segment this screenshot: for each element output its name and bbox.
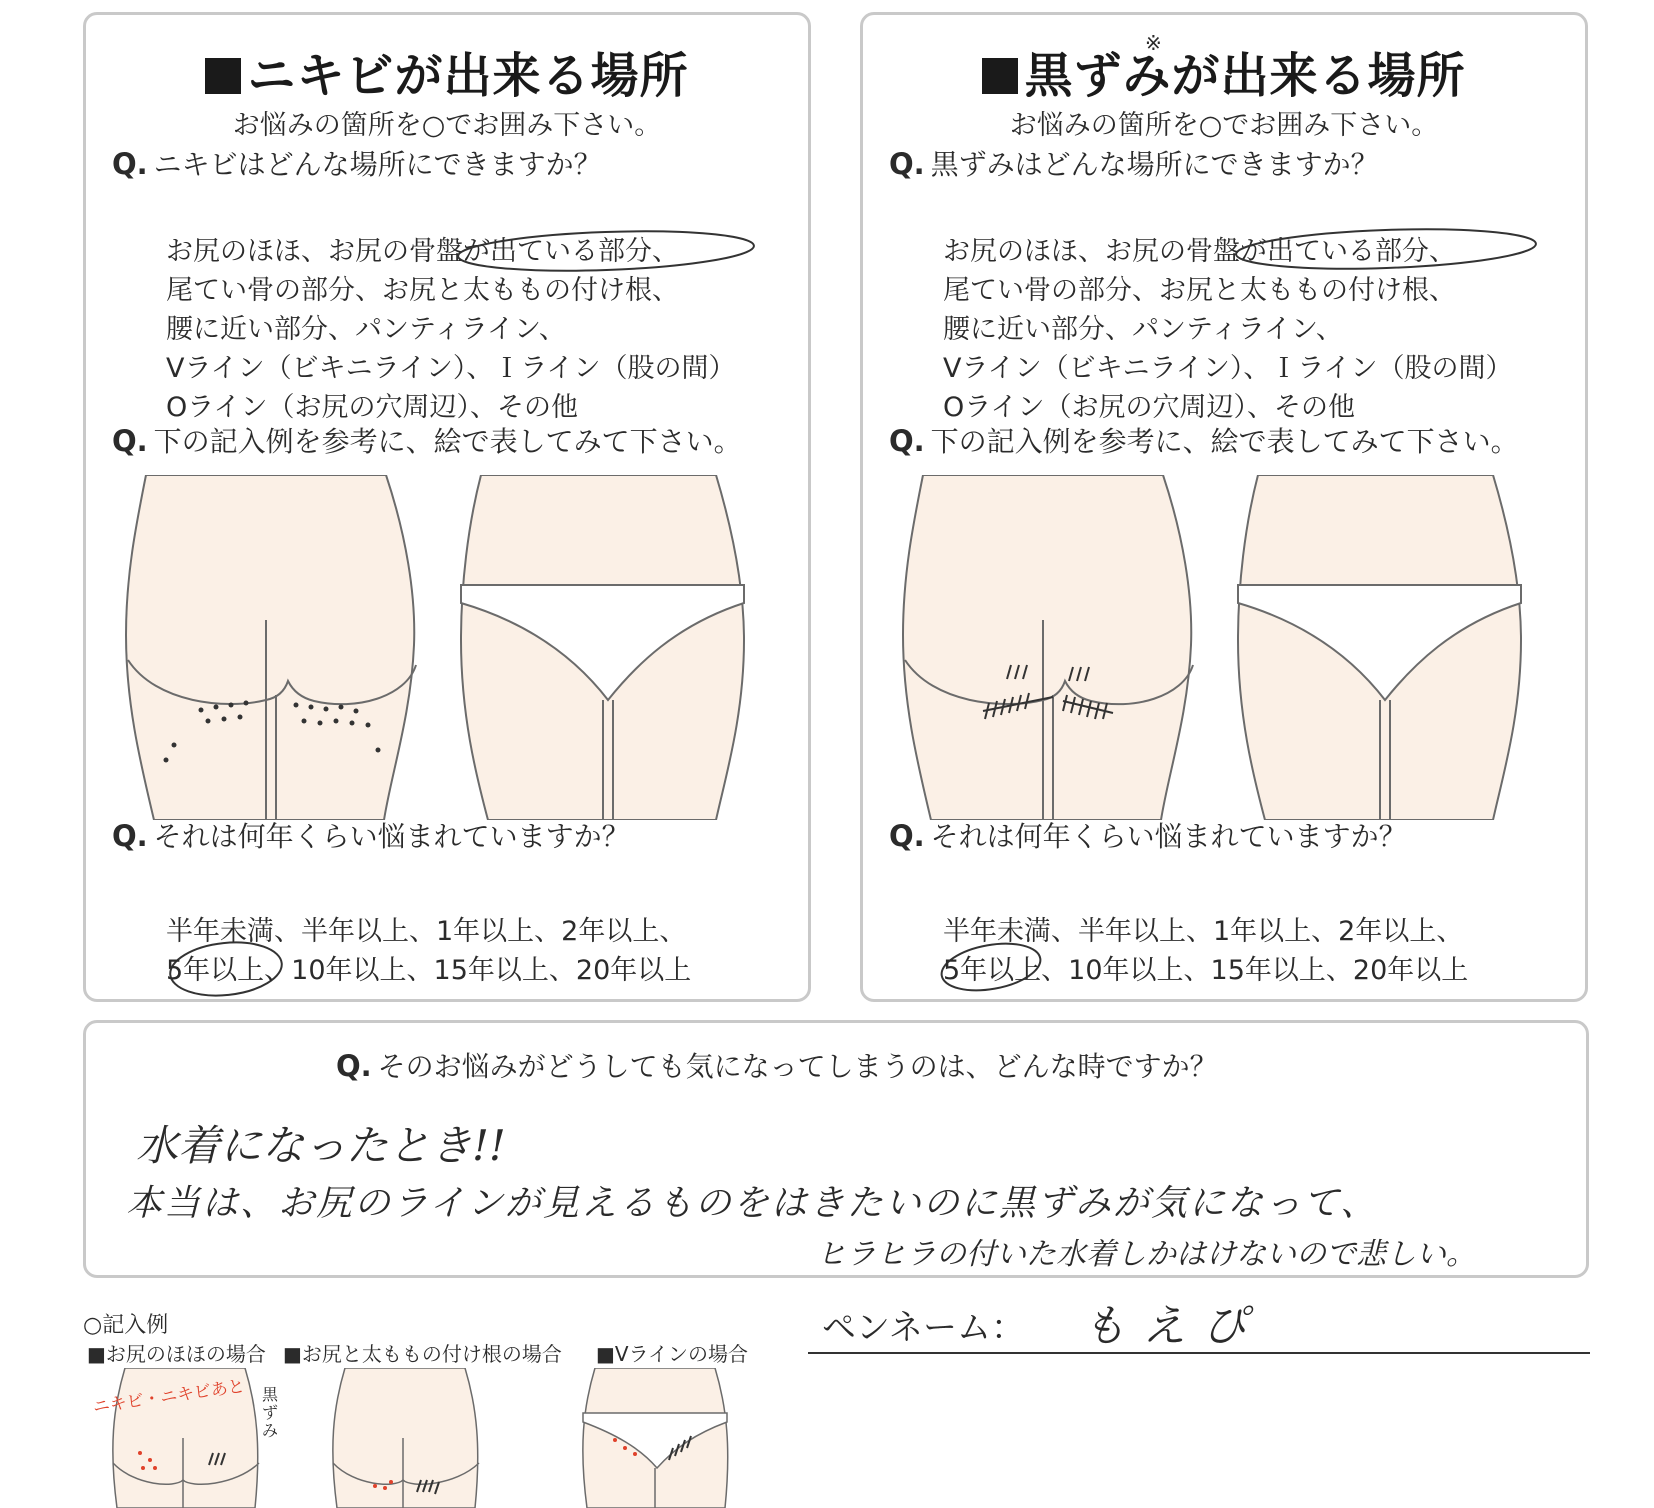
acne-panel-title: ニキビが出来る場所 xyxy=(86,37,808,106)
darkening-answer-1[interactable]: お尻のほほ、お尻の骨盤が出ている部分、 尾てい骨の部分、お尻と太ももの付け根、 腰に近い部分、パンティライン、 Vライン（ビキニライン）、Ｉライン（股の間） Oライン（お尻の穴周辺）、その他 xyxy=(943,236,1513,423)
acne-location-panel xyxy=(83,12,811,1002)
example-label-cheek: ■お尻のほほの場合 xyxy=(87,1342,266,1366)
darkening-answer-3[interactable]: 半年未満、半年以上、1年以上、2年以上、 5年以上、10年以上、15年以上、20年以上 xyxy=(943,916,1469,986)
example-heading: ○記入例 xyxy=(83,1313,169,1338)
handwritten-answer-line-1[interactable]: 水着になったとき!! xyxy=(136,1121,506,1170)
example-label-v-line: ■Vラインの場合 xyxy=(596,1342,748,1366)
acne-answer-1[interactable]: お尻のほほ、お尻の骨盤が出ている部分、 尾てい骨の部分、お尻と太ももの付け根、 腰に近い部分、パンティライン、 Vライン（ビキニライン）、Ｉライン（股の間） Oライン（お尻の穴周辺）、その他 xyxy=(166,236,736,423)
acne-body-illustration[interactable] xyxy=(116,475,776,820)
example-label-thigh-base: ■お尻と太ももの付け根の場合 xyxy=(283,1342,562,1366)
acne-panel-subtitle: お悩みの箇所を○でお囲み下さい。 xyxy=(232,110,662,141)
handwritten-answer-line-2[interactable]: 本当は、お尻のラインが見えるものをはきたいのに黒ずみが気になって、 xyxy=(126,1183,1379,1224)
example-acne-note: ニキビ・ニキビあと xyxy=(91,1376,246,1418)
pen-name-underline xyxy=(808,1352,1590,1354)
darkening-location-panel xyxy=(860,12,1588,1002)
acne-question-1: Q. ニキビはどんな場所にできますか？ xyxy=(112,147,602,181)
example-dark-note: 黒ずみ xyxy=(262,1385,279,1440)
darkening-body-illustration[interactable] xyxy=(893,475,1553,820)
acne-question-3: Q. それは何年くらい悩まれていますか？ xyxy=(112,819,630,853)
darkening-panel-subtitle: お悩みの箇所を○でお囲み下さい。 xyxy=(1009,110,1439,141)
handwritten-answer-line-3[interactable]: ヒラヒラの付いた水着しかはけないので悲しい。 xyxy=(816,1237,1476,1272)
acne-question-2: Q. 下の記入例を参考に、絵で表してみて下さい。 xyxy=(112,424,742,458)
concern-question: Q. そのお悩みがどうしても気になってしまうのは、どんな時ですか？ xyxy=(336,1049,1218,1083)
note-mark: ※ xyxy=(1145,31,1162,55)
darkening-question-3: Q. それは何年くらい悩まれていますか？ xyxy=(889,819,1407,853)
pen-name-label: ペンネーム： xyxy=(822,1308,1025,1348)
concern-moment-panel xyxy=(83,1020,1589,1278)
pen-name-value[interactable]: もえぴ xyxy=(1082,1301,1262,1352)
acne-answer-3[interactable]: 半年未満、半年以上、1年以上、2年以上、 5年以上、10年以上、15年以上、20年以上 xyxy=(166,916,692,986)
darkening-question-2: Q. 下の記入例を参考に、絵で表してみて下さい。 xyxy=(889,424,1519,458)
darkening-question-1: Q. 黒ずみはどんな場所にできますか？ xyxy=(889,147,1379,181)
darkening-panel-title: 黒ずみが出来る場所 xyxy=(863,37,1585,106)
